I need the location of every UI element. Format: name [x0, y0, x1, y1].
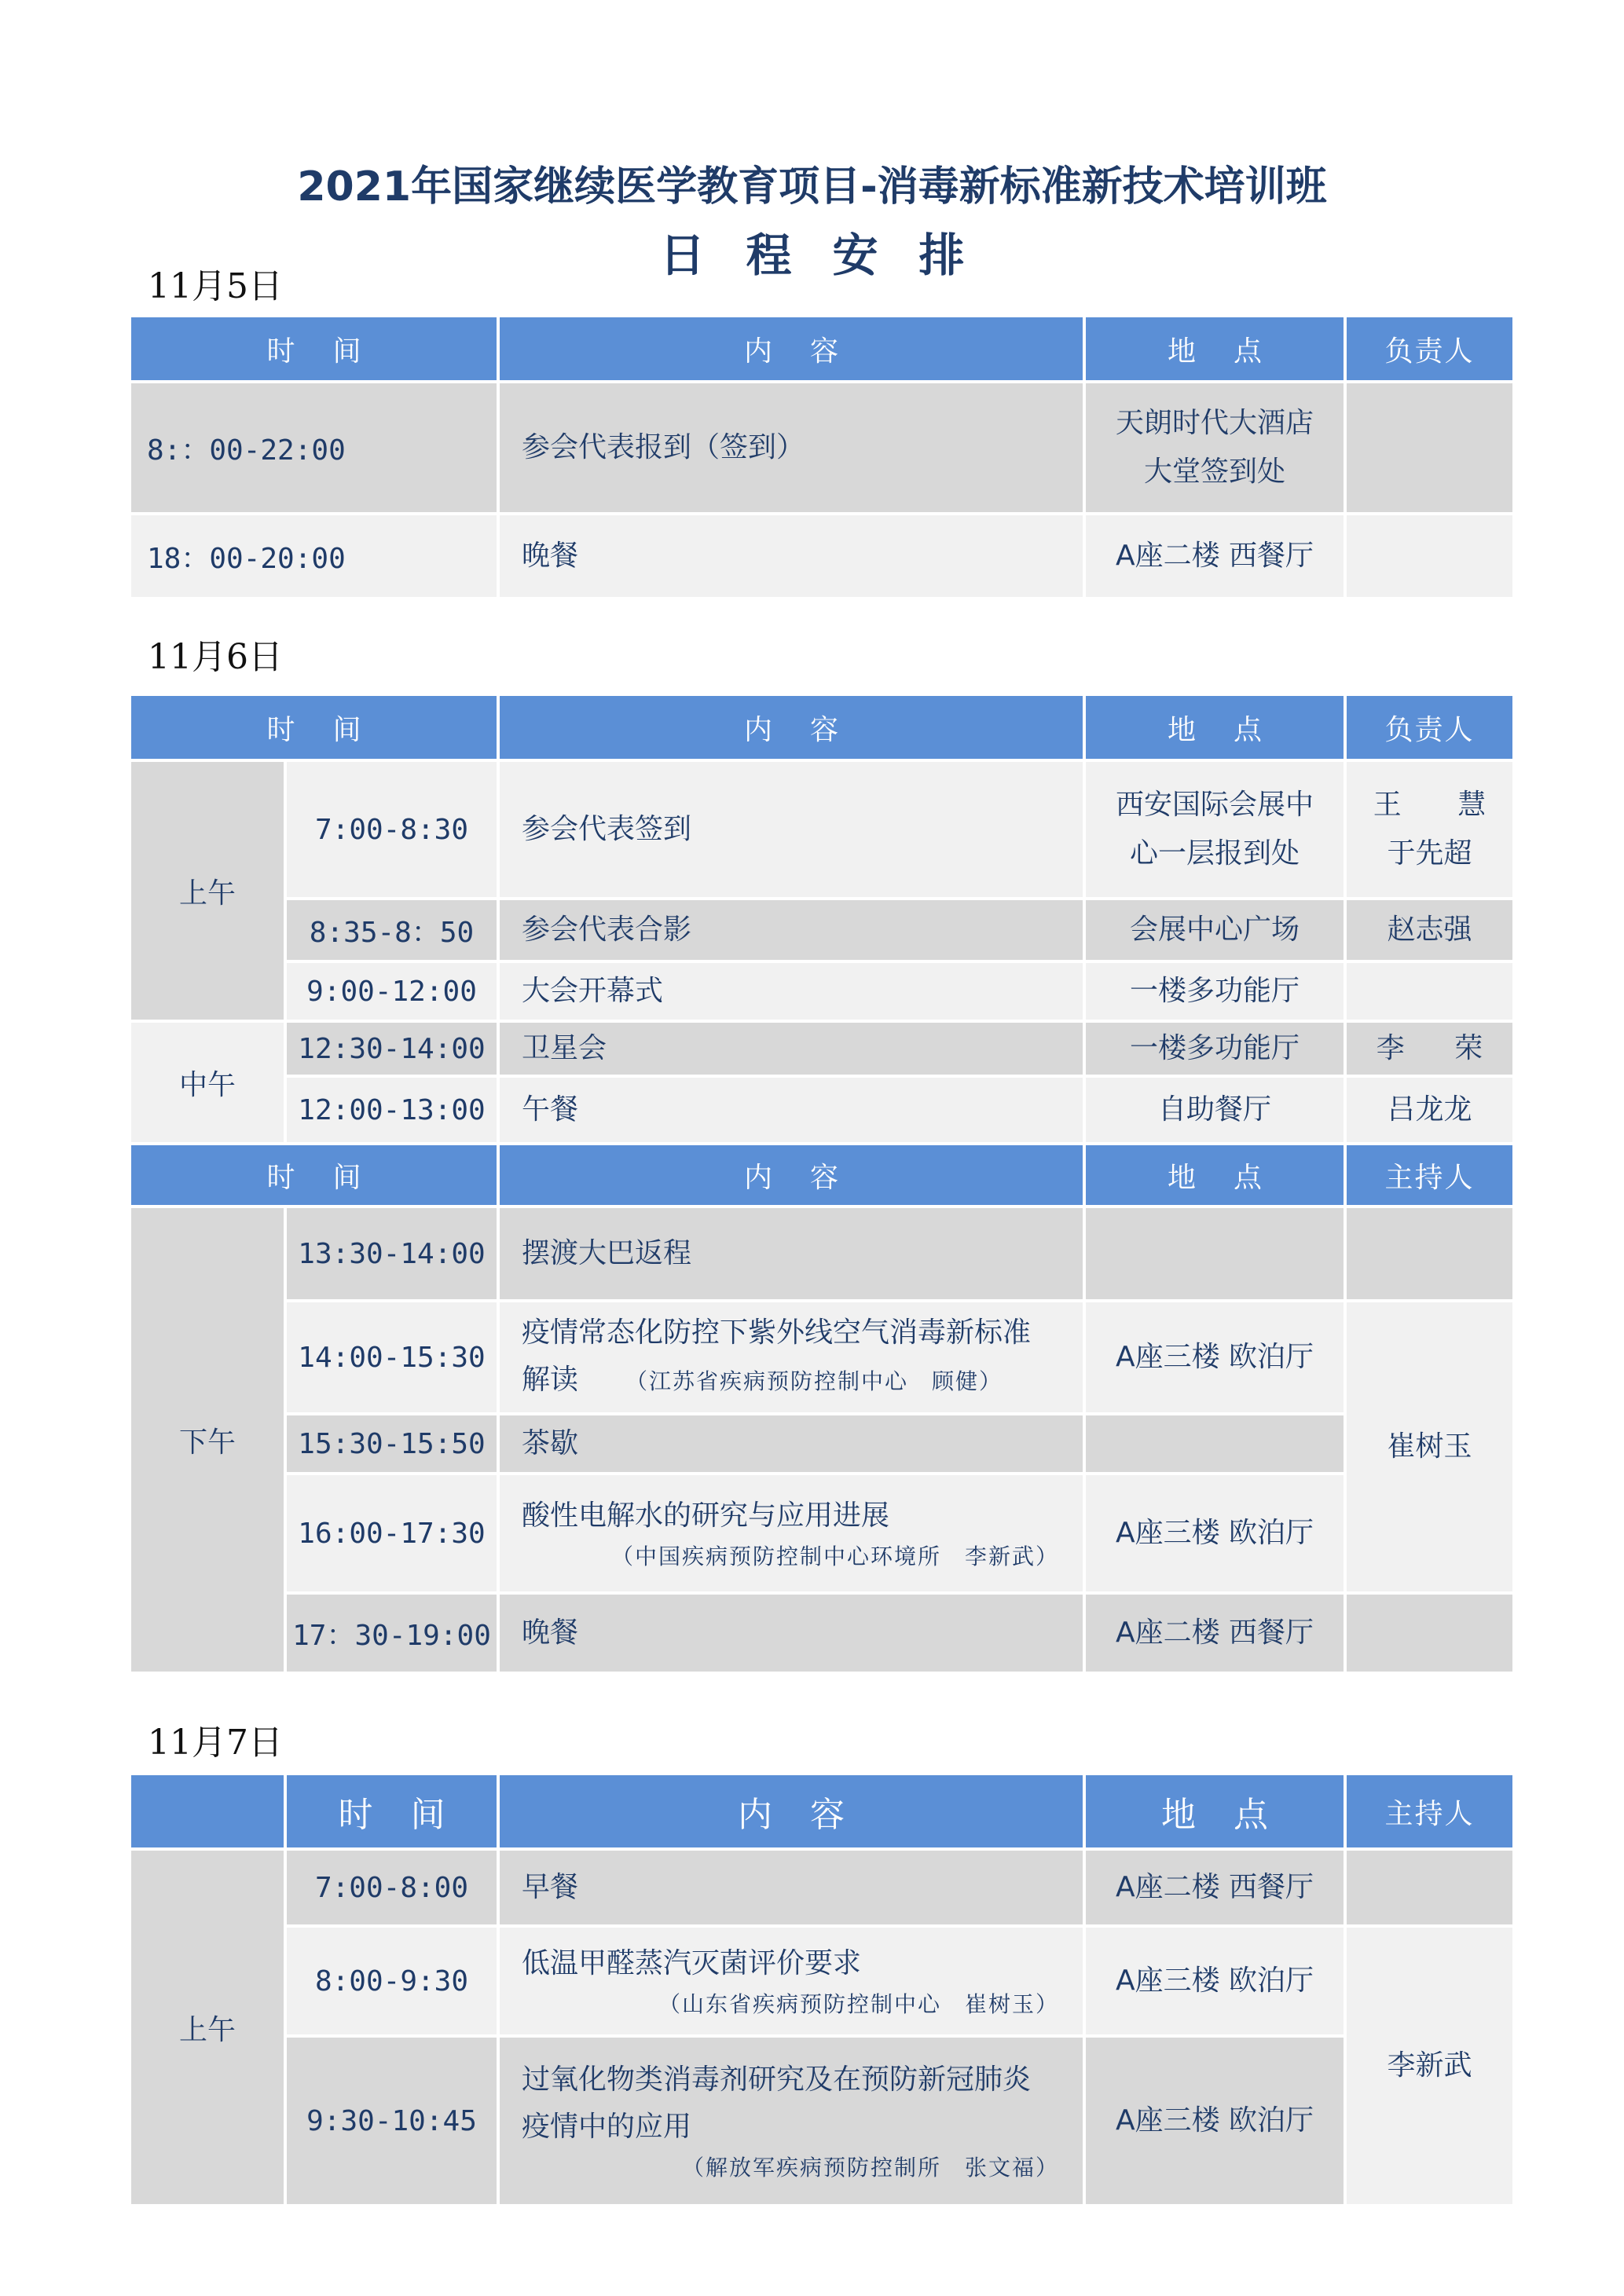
header-location: 地点 — [1086, 1775, 1344, 1847]
location-cell: 一楼多功能厅 — [1086, 1023, 1344, 1075]
table-row — [131, 2038, 1512, 2204]
content-line: 疫情中的应用 — [522, 2111, 692, 2143]
host-cell: 崔树玉 — [1347, 1302, 1512, 1591]
time-cell: 12:30-14:00 — [287, 1023, 497, 1075]
header-time: 时间 — [131, 317, 497, 380]
location-cell: A座二楼 西餐厅 — [1086, 1595, 1344, 1672]
location-cell: 会展中心广场 — [1086, 900, 1344, 960]
header-leader: 负责人 — [1347, 317, 1512, 380]
content-line: 过氧化物类消毒剂研究及在预防新冠肺炎 — [522, 2063, 1032, 2096]
table-header-row — [131, 1775, 1512, 1847]
period-noon: 中午 — [131, 1023, 284, 1142]
content-line: 疫情常态化防控下紫外线空气消毒新标准 — [522, 1316, 1032, 1349]
content-cell — [500, 1302, 1083, 1412]
header-leader: 负责人 — [1347, 696, 1512, 759]
table-row — [131, 1475, 1512, 1591]
content-cell: 午餐 — [500, 1078, 1083, 1142]
header-time: 时间 — [287, 1775, 497, 1847]
content-cell — [500, 2038, 1083, 2204]
table-row — [131, 383, 1512, 512]
time-cell: 13:30-14:00 — [287, 1208, 497, 1299]
person-cell — [1347, 1851, 1512, 1924]
person-name: 王 慧 — [1373, 789, 1510, 821]
person-name: 于先超 — [1387, 837, 1472, 870]
table-row — [131, 515, 1512, 597]
time-cell: 12:00-13:00 — [287, 1078, 497, 1142]
location-line: 天朗时代大酒店 — [1115, 407, 1314, 439]
time-cell: 8:：00-22:00 — [131, 383, 497, 512]
time-cell: 8:35-8：50 — [287, 900, 497, 960]
location-cell — [1086, 762, 1344, 897]
table-row — [131, 1078, 1512, 1142]
content-cell: 早餐 — [500, 1851, 1083, 1924]
day2-schedule-table — [128, 693, 1516, 1675]
content-cell: 大会开幕式 — [500, 963, 1083, 1020]
header-content: 内容 — [500, 1145, 1083, 1205]
document-subtitle: 日程安排 — [659, 229, 1006, 282]
period-morning: 上午 — [131, 1851, 284, 2204]
content-cell: 参会代表报到（签到） — [500, 383, 1083, 512]
time-cell: 9:00-12:00 — [287, 963, 497, 1020]
location-cell: A座三楼 欧泊厅 — [1086, 1475, 1344, 1591]
table-row — [131, 1415, 1512, 1472]
content-cell: 参会代表合影 — [500, 900, 1083, 960]
time-cell: 14:00-15:30 — [287, 1302, 497, 1412]
time-cell: 9:30-10:45 — [287, 2038, 497, 2204]
day1-date: 11月5日 — [148, 266, 283, 306]
table-row — [131, 963, 1512, 1020]
document-title: 2021年国家继续医学教育项目-消毒新标准新技术培训班 — [297, 163, 1327, 211]
speaker-note: （山东省疾病预防控制中心 崔树玉） — [658, 1991, 1059, 2017]
header-location: 地点 — [1086, 317, 1344, 380]
location-cell: 自助餐厅 — [1086, 1078, 1344, 1142]
header-host: 主持人 — [1347, 1775, 1512, 1847]
location-cell: 一楼多功能厅 — [1086, 963, 1344, 1020]
location-cell: A座三楼 欧泊厅 — [1086, 1928, 1344, 2034]
time-cell: 15:30-15:50 — [287, 1415, 497, 1472]
content-cell — [500, 1475, 1083, 1591]
header-time: 时间 — [131, 1145, 497, 1205]
table-header-row — [131, 1145, 1512, 1205]
table-row — [131, 762, 1512, 897]
table-row — [131, 900, 1512, 960]
header-content: 内容 — [500, 317, 1083, 380]
time-cell: 17：30-19:00 — [287, 1595, 497, 1672]
table-row — [131, 1928, 1512, 2034]
content-line — [522, 1357, 1075, 1405]
day2-date: 11月6日 — [148, 637, 283, 677]
location-line: 西安国际会展中 — [1116, 789, 1314, 821]
period-afternoon: 下午 — [131, 1208, 284, 1672]
location-cell — [1086, 1208, 1344, 1299]
host-cell: 李新武 — [1347, 1928, 1512, 2204]
content-line: 低温甲醛蒸汽灭菌评价要求 — [522, 1947, 862, 1979]
header-content: 内容 — [500, 696, 1083, 759]
person-cell: 赵志强 — [1347, 900, 1512, 960]
header-time: 时间 — [131, 696, 497, 759]
header-location: 地点 — [1086, 1145, 1344, 1205]
content-cell: 卫星会 — [500, 1023, 1083, 1075]
content-cell: 摆渡大巴返程 — [500, 1208, 1083, 1299]
location-cell: A座二楼 西餐厅 — [1086, 1851, 1344, 1924]
table-row — [131, 1595, 1512, 1672]
location-cell — [1086, 1415, 1344, 1472]
person-cell — [1347, 762, 1512, 897]
person-cell — [1347, 1208, 1512, 1299]
day3-schedule-table — [128, 1772, 1516, 2207]
table-header-row — [131, 696, 1512, 759]
person-cell: 吕龙龙 — [1347, 1078, 1512, 1142]
location-line: 心一层报到处 — [1130, 837, 1300, 870]
header-host: 主持人 — [1347, 1145, 1512, 1205]
person-cell — [1347, 963, 1512, 1020]
header-period — [131, 1775, 284, 1847]
header-location: 地点 — [1086, 696, 1344, 759]
table-row — [131, 1208, 1512, 1299]
content-line: 酸性电解水的研究与应用进展 — [522, 1500, 890, 1532]
content-cell: 晚餐 — [500, 515, 1083, 597]
time-cell: 7:00-8:00 — [287, 1851, 497, 1924]
location-cell: A座三楼 欧泊厅 — [1086, 1302, 1344, 1412]
person-cell — [1347, 1595, 1512, 1672]
speaker-note: （解放军疾病预防控制所 张文福） — [681, 2155, 1059, 2181]
header-content: 内容 — [500, 1775, 1083, 1847]
content-cell: 参会代表签到 — [500, 762, 1083, 897]
content-cell — [500, 1928, 1083, 2034]
location-cell — [1086, 383, 1344, 512]
time-cell: 16:00-17:30 — [287, 1475, 497, 1591]
person-cell: 李 荣 — [1347, 1023, 1512, 1075]
day3-date: 11月7日 — [148, 1723, 283, 1763]
period-morning: 上午 — [131, 762, 284, 1020]
table-row — [131, 1851, 1512, 1924]
table-row — [131, 1023, 1512, 1075]
content-cell: 茶歇 — [500, 1415, 1083, 1472]
speaker-note: （中国疾病预防控制中心环境所 李新武） — [611, 1543, 1060, 1569]
speaker-note: （江苏省疾病预防控制中心 顾健） — [625, 1368, 1003, 1394]
person-cell — [1347, 515, 1512, 597]
time-cell: 8:00-9:30 — [287, 1928, 497, 2034]
person-cell — [1347, 383, 1512, 512]
content-cell: 晚餐 — [500, 1595, 1083, 1672]
location-cell: A座二楼 西餐厅 — [1086, 515, 1344, 597]
table-row — [131, 1302, 1512, 1412]
table-header-row — [131, 317, 1512, 380]
content-line-text: 解读 — [522, 1364, 579, 1396]
time-cell: 18：00-20:00 — [131, 515, 497, 597]
location-line: 大堂签到处 — [1143, 456, 1285, 488]
location-cell: A座三楼 欧泊厅 — [1086, 2038, 1344, 2204]
time-cell: 7:00-8:30 — [287, 762, 497, 897]
day1-schedule-table — [128, 314, 1516, 600]
